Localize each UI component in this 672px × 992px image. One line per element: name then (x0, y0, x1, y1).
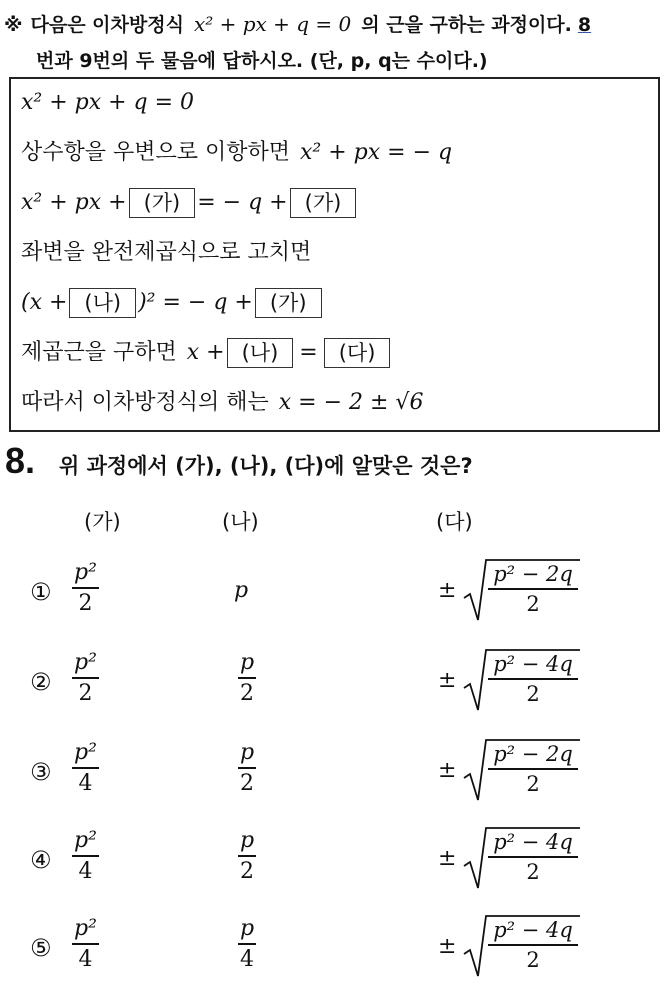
question-number: 8. (5, 440, 36, 481)
plus-minus-sign: ± (438, 668, 457, 693)
choice-number: ② (30, 668, 52, 696)
plus-minus-sign: ± (438, 758, 457, 783)
radicand (488, 918, 578, 972)
equation: x² + px = − q (300, 140, 453, 165)
column-header-da: (다) (436, 510, 473, 534)
answer-choice[interactable] (0, 824, 672, 904)
fraction-denominator: 4 (78, 858, 93, 884)
answer-choice[interactable] (0, 556, 672, 636)
proof-line-4 (21, 231, 321, 275)
fraction-numerator: p² − 4q (493, 652, 573, 676)
fraction-numerator: p² − 2q (493, 562, 573, 586)
fraction-denominator: 2 (78, 680, 93, 706)
solution-process-box (9, 77, 660, 432)
choice-ga-fraction (72, 740, 99, 796)
fraction-numerator: p (240, 740, 255, 765)
answer-choice[interactable] (0, 912, 672, 992)
column-header-na: (나) (222, 510, 259, 534)
answer-choice[interactable] (0, 646, 672, 726)
plus-minus-sign: ± (438, 846, 457, 871)
fraction-numerator: p (240, 828, 255, 853)
column-header-ga: (가) (84, 510, 121, 534)
header-line2: 번과 9번의 두 물음에 답하시오. (단, p, q는 수이다.) (36, 50, 488, 72)
choice-number: ③ (30, 758, 52, 786)
choice-da-radical (462, 736, 582, 804)
step-text: 좌변을 완전제곱식으로 고치면 (21, 240, 312, 265)
fraction-denominator: 2 (240, 680, 255, 706)
header-equation: x² + px + q = 0 (193, 12, 352, 36)
equals-sign: = (299, 340, 318, 365)
fraction-numerator: p² (74, 740, 97, 765)
radicand (488, 742, 578, 796)
choice-na-fraction (238, 650, 256, 706)
fraction-numerator: p² (74, 650, 97, 675)
fraction-bar (488, 944, 578, 946)
equation: x² + px + (21, 190, 127, 215)
choice-na-fraction (238, 916, 256, 972)
fraction-numerator: p (240, 650, 255, 675)
answer-choice[interactable] (0, 736, 672, 816)
question-text: 위 과정에서 (가), (나), (다)에 알맞은 것은? (59, 454, 473, 478)
fraction-denominator: 2 (240, 858, 255, 884)
equation: (x + (21, 290, 68, 315)
fraction-denominator: 2 (78, 590, 93, 616)
problem-header (4, 6, 664, 79)
choice-na-fraction (238, 740, 256, 796)
choice-ga-fraction (72, 560, 99, 616)
equation: = − q + (197, 190, 288, 215)
fraction-denominator: 4 (240, 946, 255, 972)
choice-da-radical (462, 912, 582, 980)
fraction-bar (488, 768, 578, 770)
equation: )² = − q + (138, 290, 253, 315)
choice-da-radical (462, 824, 582, 892)
proof-line-7 (21, 381, 423, 425)
equation: x + (186, 340, 225, 365)
fraction-bar (488, 588, 578, 590)
fraction-denominator: 2 (240, 770, 255, 796)
question (5, 440, 473, 482)
choice-number: ④ (30, 846, 52, 874)
proof-line-3 (21, 181, 358, 225)
plus-minus-sign: ± (438, 578, 457, 603)
fraction-numerator: p² (74, 828, 97, 853)
step-text: 따라서 이차방정식의 해는 (21, 390, 269, 415)
proof-line-2 (21, 131, 452, 175)
radicand (488, 562, 578, 616)
fraction-numerator: p² (74, 560, 97, 585)
fraction-numerator: p² − 4q (493, 830, 573, 854)
fraction-bar (488, 856, 578, 858)
plus-minus-sign: ± (438, 934, 457, 959)
fraction-denominator: 2 (526, 859, 540, 884)
fraction-denominator: 2 (526, 947, 540, 972)
fraction-denominator: 2 (526, 771, 540, 796)
blank-na: (나) (227, 338, 294, 368)
header-text-after: 의 근을 구하는 과정이다. (361, 14, 572, 36)
header-text-before: 다음은 이차방정식 (30, 14, 184, 36)
fraction-denominator: 2 (526, 591, 540, 616)
equation: x² + px + q = 0 (21, 90, 195, 115)
choice-na-fraction (238, 828, 256, 884)
blank-ga: (가) (255, 288, 322, 318)
radicand (488, 652, 578, 706)
radicand (488, 830, 578, 884)
choice-ga-fraction (72, 916, 99, 972)
fraction-denominator: 2 (526, 681, 540, 706)
fraction-bar (488, 678, 578, 680)
equation: x = − 2 ± √6 (278, 390, 424, 415)
choice-number: ① (30, 578, 52, 606)
blank-ga: (가) (129, 188, 196, 218)
proof-line-1 (21, 81, 194, 125)
choice-number: ⑤ (30, 934, 52, 962)
fraction-numerator: p² − 2q (493, 742, 573, 766)
blank-ga: (가) (290, 188, 357, 218)
fraction-numerator: p² (74, 916, 97, 941)
reference-mark: ※ (4, 14, 23, 36)
problem-number-ref: 8 (577, 14, 592, 36)
choice-da-radical (462, 556, 582, 624)
step-text: 제곱근을 구하면 (21, 340, 177, 365)
choice-ga-fraction (72, 650, 99, 706)
blank-na: (나) (69, 288, 136, 318)
fraction-numerator: p (240, 916, 255, 941)
fraction-numerator: p² − 4q (493, 918, 573, 942)
fraction-denominator: 4 (78, 946, 93, 972)
choice-ga-fraction (72, 828, 99, 884)
proof-line-5 (21, 281, 324, 325)
choice-na-value: p (234, 578, 249, 603)
blank-da: (다) (324, 338, 391, 368)
fraction-denominator: 4 (78, 770, 93, 796)
choice-da-radical (462, 646, 582, 714)
proof-line-6 (21, 331, 392, 375)
step-text: 상수항을 우변으로 이항하면 (21, 140, 291, 165)
